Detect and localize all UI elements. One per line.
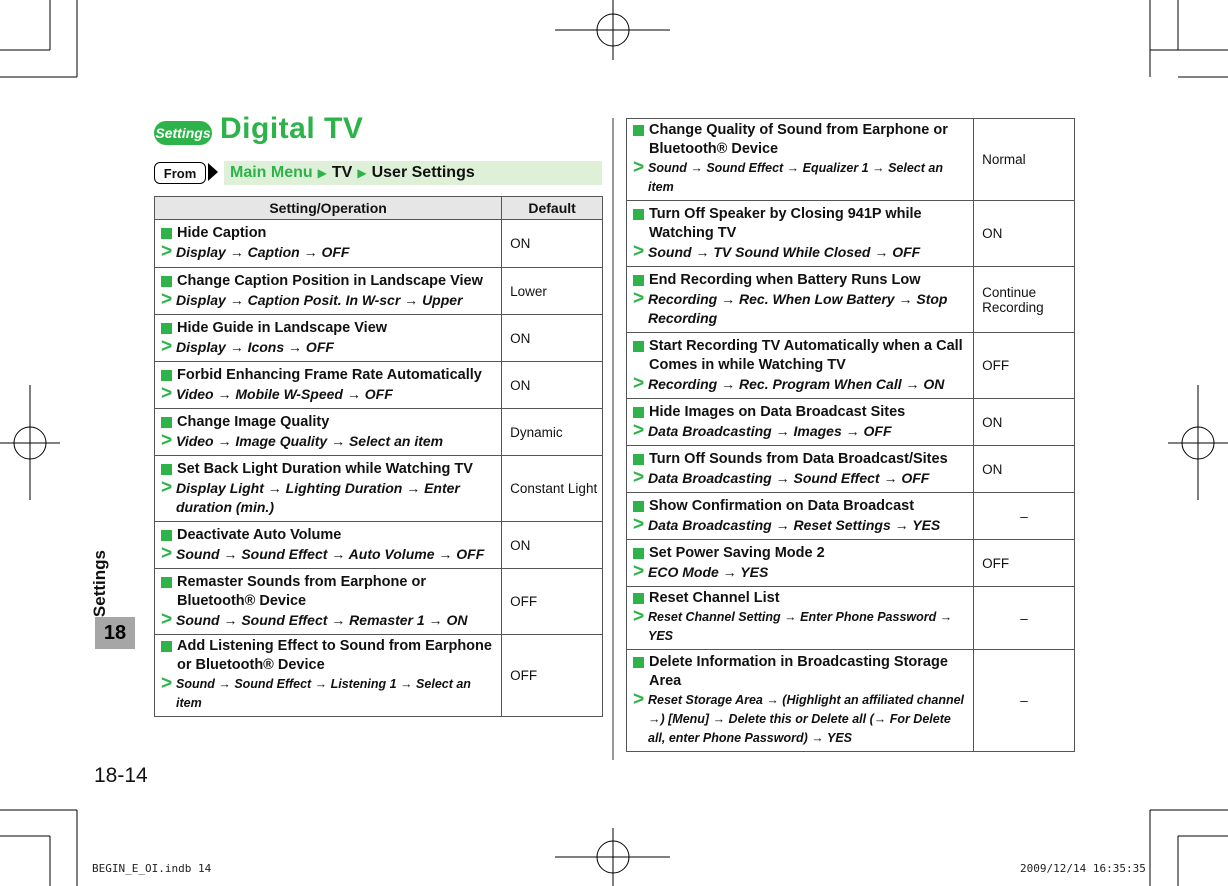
table-row bbox=[627, 446, 1075, 493]
setting-path: Sound → Sound Effect → Listening 1 → Select an item bbox=[176, 677, 471, 710]
settings-badge: Settings bbox=[154, 121, 212, 145]
setting-title: Start Recording TV Automatically when a Call Comes in while Watching TV bbox=[649, 337, 963, 373]
bullet-icon bbox=[161, 464, 172, 475]
chevron-icon: > bbox=[161, 429, 173, 451]
footer-file: BEGIN_E_OI.indb 14 bbox=[92, 862, 212, 875]
setting-path: Data Broadcasting → Images → OFF bbox=[648, 422, 892, 439]
page-number: 18-14 bbox=[94, 764, 148, 787]
bullet-icon bbox=[161, 577, 172, 588]
chevron-icon: > bbox=[633, 287, 645, 309]
chevron-icon: > bbox=[161, 335, 173, 357]
table-row bbox=[627, 540, 1075, 587]
path-sep-icon: ▶ bbox=[357, 166, 367, 180]
chevron-icon: > bbox=[633, 606, 645, 627]
setting-title: Set Power Saving Mode 2 bbox=[649, 544, 825, 561]
table-row bbox=[155, 635, 603, 717]
bullet-icon bbox=[633, 501, 644, 512]
default-value: – bbox=[974, 650, 1075, 752]
chevron-icon: > bbox=[633, 688, 645, 710]
bullet-icon bbox=[633, 657, 644, 668]
page-title: Digital TV bbox=[220, 112, 364, 145]
chevron-icon: > bbox=[633, 157, 645, 178]
bullet-icon bbox=[633, 341, 644, 352]
chapter-side-label: Settings bbox=[90, 550, 109, 618]
setting-path: Sound → Sound Effect → Auto Volume → OFF bbox=[176, 545, 485, 562]
table-row bbox=[627, 587, 1075, 650]
table-row bbox=[627, 201, 1075, 267]
setting-path: Sound → Sound Effect → Equalizer 1 → Select an item bbox=[648, 161, 943, 194]
setting-title: Turn Off Sounds from Data Broadcast/Sites bbox=[649, 450, 948, 467]
default-value: Dynamic bbox=[502, 409, 603, 456]
setting-title: Set Back Light Duration while Watching TV bbox=[177, 460, 473, 477]
setting-path: ECO Mode → YES bbox=[648, 563, 769, 580]
table-row bbox=[627, 119, 1075, 201]
bullet-icon bbox=[161, 276, 172, 287]
setting-path: Display → Caption Posit. In W-scr → Upper bbox=[176, 291, 463, 308]
setting-path: Video → Mobile W-Speed → OFF bbox=[176, 385, 393, 402]
bullet-icon bbox=[633, 209, 644, 220]
chevron-icon: > bbox=[161, 476, 173, 498]
setting-title: Remaster Sounds from Earphone or Bluetooth® Device bbox=[177, 573, 426, 609]
bullet-icon bbox=[161, 641, 172, 652]
path-main-menu: Main Menu bbox=[230, 164, 313, 181]
chevron-icon: > bbox=[633, 466, 645, 488]
chevron-icon: > bbox=[633, 560, 645, 582]
setting-path: Reset Channel Setting → Enter Phone Password → YES bbox=[648, 610, 953, 643]
bullet-icon bbox=[633, 548, 644, 559]
bullet-icon bbox=[161, 370, 172, 381]
chevron-icon: > bbox=[633, 513, 645, 535]
setting-title: Hide Guide in Landscape View bbox=[177, 319, 388, 336]
default-value: OFF bbox=[502, 635, 603, 717]
setting-title: Add Listening Effect to Sound from Earphone or Bluetooth® Device bbox=[177, 638, 492, 673]
setting-path: Video → Image Quality → Select an item bbox=[176, 432, 444, 449]
table-row bbox=[627, 650, 1075, 752]
default-value: ON bbox=[502, 362, 603, 409]
default-value: ON bbox=[974, 399, 1075, 446]
bullet-icon bbox=[161, 417, 172, 428]
bullet-icon bbox=[633, 275, 644, 286]
default-value: ON bbox=[974, 446, 1075, 493]
table-row bbox=[155, 409, 603, 456]
setting-path: Reset Storage Area → (Highlight an affiliated channel →) [Menu] → Delete this or Delete all (→ For Delete all, enter Phone Password) → YES bbox=[648, 692, 965, 745]
chevron-icon: > bbox=[161, 542, 173, 564]
setting-path: Data Broadcasting → Reset Settings → YES bbox=[648, 516, 941, 533]
setting-title: Forbid Enhancing Frame Rate Automatically bbox=[177, 366, 482, 383]
setting-path: Data Broadcasting → Sound Effect → OFF bbox=[648, 469, 930, 486]
setting-title: Show Confirmation on Data Broadcast bbox=[649, 497, 915, 514]
path-user-settings: User Settings bbox=[371, 164, 475, 181]
setting-path: Display → Caption → OFF bbox=[176, 244, 350, 260]
table-row bbox=[155, 268, 603, 315]
chevron-icon: > bbox=[633, 419, 645, 441]
default-value: Normal bbox=[974, 119, 1075, 201]
table-row bbox=[155, 522, 603, 569]
table-row bbox=[155, 315, 603, 362]
col-default-header: Default bbox=[502, 197, 603, 220]
default-value: ON bbox=[502, 315, 603, 362]
setting-title: Hide Images on Data Broadcast Sites bbox=[649, 403, 906, 420]
setting-path: Sound → TV Sound While Closed → OFF bbox=[648, 243, 921, 260]
col-setting-header: Setting/Operation bbox=[155, 197, 502, 220]
setting-title: Turn Off Speaker by Closing 941P while Watching TV bbox=[649, 205, 922, 241]
table-row bbox=[627, 333, 1075, 399]
table-row bbox=[155, 220, 603, 268]
setting-path: Sound → Sound Effect → Remaster 1 → ON bbox=[176, 611, 468, 628]
setting-path: Display Light → Lighting Duration → Enter duration (min.) bbox=[176, 479, 460, 515]
menu-path bbox=[224, 161, 602, 185]
setting-path: Recording → Rec. Program When Call → ON bbox=[648, 375, 945, 392]
from-label: From bbox=[154, 162, 206, 184]
default-value: – bbox=[974, 587, 1075, 650]
table-row bbox=[627, 493, 1075, 540]
default-value: ON bbox=[502, 220, 603, 268]
table-row bbox=[155, 569, 603, 635]
chapter-number-tab: 18 bbox=[95, 617, 135, 649]
footer-timestamp: 2009/12/14 16:35:35 bbox=[1020, 862, 1146, 875]
table-row bbox=[627, 399, 1075, 446]
setting-title: Change Quality of Sound from Earphone or Bluetooth® Device bbox=[649, 122, 948, 157]
bullet-icon bbox=[633, 407, 644, 418]
default-value: Lower bbox=[502, 268, 603, 315]
default-value: OFF bbox=[974, 333, 1075, 399]
bullet-icon bbox=[633, 454, 644, 465]
path-sep-icon: ▶ bbox=[317, 166, 327, 180]
chevron-icon: > bbox=[161, 608, 173, 630]
setting-title: End Recording when Battery Runs Low bbox=[649, 271, 921, 288]
setting-title: Delete Information in Broadcasting Storage Area bbox=[649, 653, 948, 689]
table-row bbox=[155, 456, 603, 522]
chevron-icon: > bbox=[161, 241, 173, 262]
chevron-icon: > bbox=[161, 288, 173, 310]
setting-title: Hide Caption bbox=[177, 225, 267, 241]
bullet-icon bbox=[161, 530, 172, 541]
default-value: Constant Light bbox=[502, 456, 603, 522]
chevron-icon: > bbox=[161, 673, 173, 694]
bullet-icon bbox=[633, 593, 644, 604]
default-value: OFF bbox=[974, 540, 1075, 587]
setting-title: Change Image Quality bbox=[177, 413, 330, 430]
setting-title: Reset Channel List bbox=[649, 590, 780, 606]
chevron-icon: > bbox=[161, 382, 173, 404]
right-settings-table bbox=[626, 118, 1075, 752]
default-value: ON bbox=[974, 201, 1075, 267]
table-row bbox=[155, 362, 603, 409]
left-settings-table bbox=[154, 196, 603, 717]
arrow-right-icon bbox=[208, 163, 218, 181]
default-value: – bbox=[974, 493, 1075, 540]
bullet-icon bbox=[161, 323, 172, 334]
setting-title: Change Caption Position in Landscape View bbox=[177, 272, 483, 289]
default-value: Continue Recording bbox=[974, 267, 1075, 333]
table-row bbox=[627, 267, 1075, 333]
bullet-icon bbox=[161, 228, 172, 239]
setting-path: Display → Icons → OFF bbox=[176, 338, 334, 355]
setting-title: Deactivate Auto Volume bbox=[177, 526, 342, 543]
setting-path: Recording → Rec. When Low Battery → Stop Recording bbox=[648, 290, 948, 326]
default-value: OFF bbox=[502, 569, 603, 635]
bullet-icon bbox=[633, 125, 644, 136]
path-tv: TV bbox=[331, 164, 353, 181]
chevron-icon: > bbox=[633, 372, 645, 394]
default-value: ON bbox=[502, 522, 603, 569]
chevron-icon: > bbox=[633, 240, 645, 262]
